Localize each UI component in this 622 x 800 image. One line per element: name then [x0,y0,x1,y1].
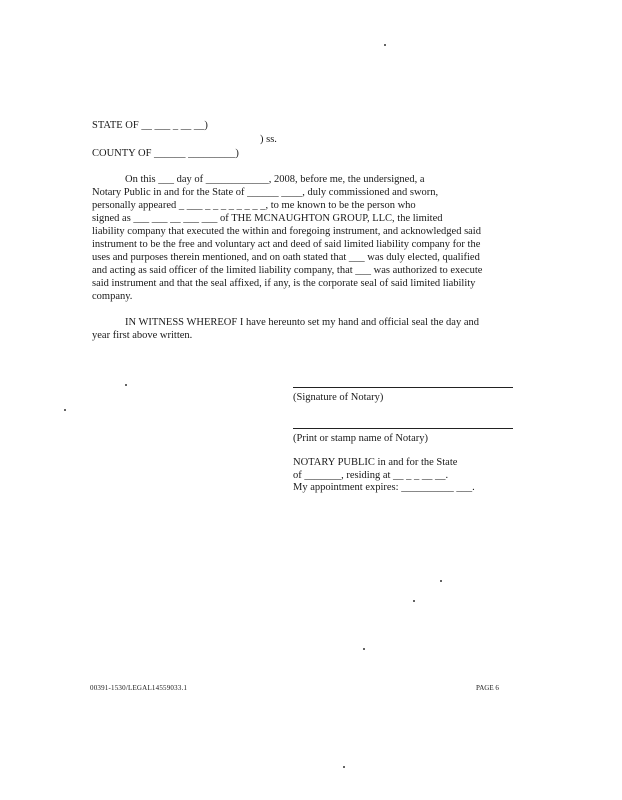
scan-speck [384,44,386,46]
witness-line: year first above written. [92,330,193,341]
notary-public-block [293,456,475,494]
acknowledgment-line: instrument to be the free and voluntary act and deed of said limited liability company for the [92,239,481,250]
acknowledgment-line: signed as ___ ___ __ ___ ___ of THE MCNAUGHTON GROUP, LLC, the limited [92,213,443,224]
witness-paragraph [92,316,514,342]
notary-print-name-rule [293,428,513,429]
acknowledgment-line: personally appeared _ ___ _ _ _ _ _ _ _ _, to me known to be the person who [92,200,416,211]
scan-speck [363,648,365,650]
acknowledgment-line: Notary Public in and for the State of ______ ____, duly commissioned and sworn, [92,187,439,198]
acknowledgment-line: liability company that executed the within and foregoing instrument, and acknowledged said [92,226,481,237]
notary-print-name-caption: (Print or stamp name of Notary) [293,433,429,444]
footer-document-id: 00391-1530/LEGAL14559033.1 [90,684,188,692]
venue-county-line: COUNTY OF ______ _________) [92,148,239,159]
venue-state-line: STATE OF __ ___ _ __ __) [92,120,208,131]
scan-speck [343,766,345,768]
acknowledgment-line: and acting as said officer of the limited liability company, that ___ was authorized to execute [92,265,483,276]
scan-speck [440,580,442,582]
venue-ss-marker: ) ss. [260,134,277,145]
notary-public-line: of _______, residing at __ _ _ __ __. [293,469,449,481]
notary-signature-caption: (Signature of Notary) [293,392,384,403]
notary-public-line: NOTARY PUBLIC in and for the State [293,457,458,468]
witness-line: IN WITNESS WHEREOF I have hereunto set my hand and official seal the day and [125,317,479,328]
footer-page-number: PAGE 6 [476,684,499,692]
acknowledgment-line: uses and purposes therein mentioned, and on oath stated that ___ was duly elected, qualified [92,252,480,263]
acknowledgment-paragraph [92,173,514,303]
scan-speck [125,384,127,386]
acknowledgment-line: company. [92,291,133,302]
notary-signature-rule [293,387,513,388]
scan-speck [413,600,415,602]
acknowledgment-line: On this ___ day of ____________, 2008, before me, the undersigned, a [125,174,425,185]
scan-speck [64,409,66,411]
notary-public-line: My appointment expires: __________ ___. [293,482,475,493]
acknowledgment-line: said instrument and that the seal affixed, if any, is the corporate seal of said limited liability [92,278,476,289]
